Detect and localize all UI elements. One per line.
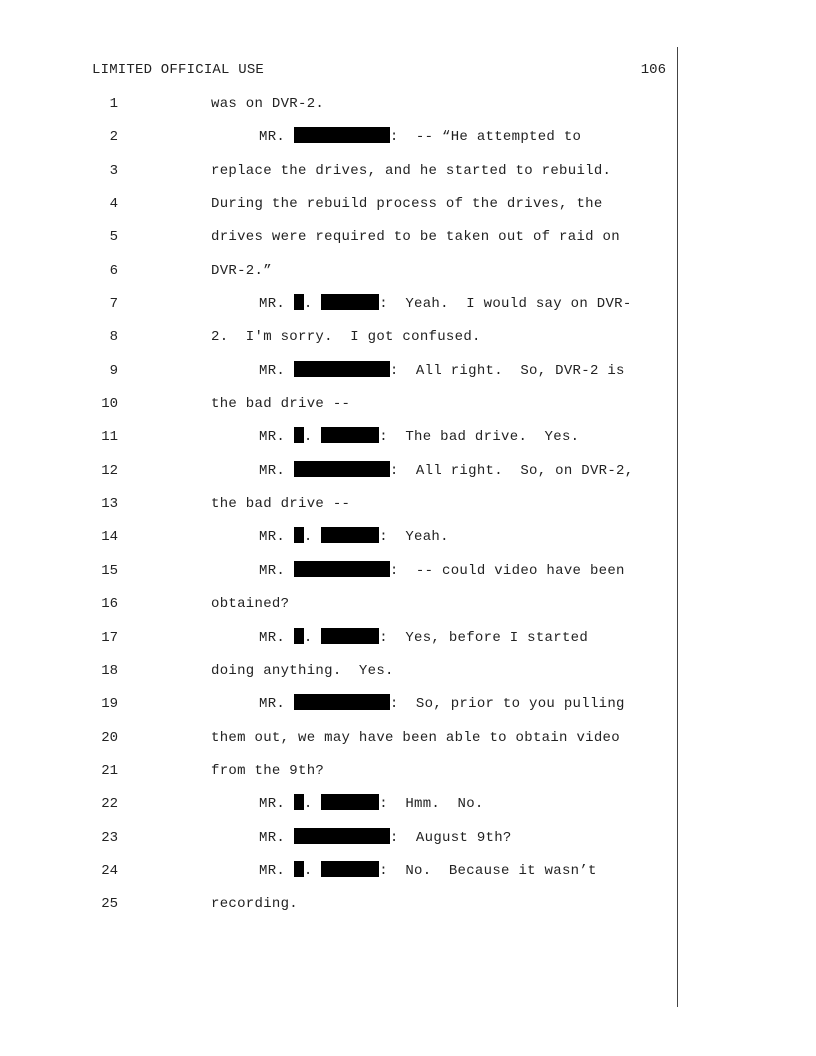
line-number: 2 xyxy=(109,129,118,146)
line-text: was on DVR-2. xyxy=(211,96,325,112)
speaker-turn xyxy=(259,794,484,814)
speaker-mid: . xyxy=(303,529,322,546)
line-text: doing anything. Yes. xyxy=(211,662,394,679)
line-text: DVR-2.” xyxy=(211,262,272,279)
redaction-block xyxy=(321,527,379,543)
line-text: the bad drive -- xyxy=(211,396,351,413)
transcript-line xyxy=(0,94,816,127)
speaker-prefix: MR. xyxy=(259,562,294,579)
redaction-block xyxy=(294,361,390,377)
speaker-turn xyxy=(259,527,449,547)
transcript-lines xyxy=(0,94,816,928)
transcript-line xyxy=(0,794,816,827)
speaker-prefix: MR. xyxy=(259,462,294,479)
line-number: 14 xyxy=(101,529,118,546)
line-number: 15 xyxy=(101,562,118,579)
redaction-block xyxy=(294,828,390,844)
speaker-prefix: MR. xyxy=(259,796,294,813)
line-number: 8 xyxy=(109,329,118,346)
redaction-block xyxy=(294,127,390,143)
transcript-line xyxy=(0,661,816,694)
speaker-prefix: MR. xyxy=(259,362,294,379)
redaction-block xyxy=(321,794,379,810)
redaction-block xyxy=(294,527,304,543)
line-number: 16 xyxy=(101,596,118,613)
speaker-mid: . xyxy=(303,862,322,879)
transcript-line xyxy=(0,694,816,727)
transcript-line xyxy=(0,894,816,927)
line-text: : -- “He attempted to xyxy=(389,129,582,146)
line-text: : No. Because it wasn’t xyxy=(379,862,597,879)
line-text: : All right. So, DVR-2 is xyxy=(389,362,625,379)
redaction-block xyxy=(321,427,379,443)
line-number: 9 xyxy=(109,362,118,379)
transcript-line xyxy=(0,294,816,327)
transcript-line xyxy=(0,861,816,894)
redaction-block xyxy=(294,794,304,810)
redaction-block xyxy=(321,861,379,877)
line-number: 11 xyxy=(101,429,118,446)
speaker-turn xyxy=(259,294,632,314)
speaker-prefix: MR. xyxy=(259,862,294,879)
transcript-line xyxy=(0,261,816,294)
speaker-turn xyxy=(259,561,625,581)
speaker-prefix: MR. xyxy=(259,296,294,313)
redaction-block xyxy=(294,294,304,310)
line-text: the bad drive -- xyxy=(211,496,351,513)
speaker-prefix: MR. xyxy=(259,629,294,646)
speaker-turn xyxy=(259,127,581,147)
transcript-line xyxy=(0,461,816,494)
line-text: 2. I'm sorry. I got confused. xyxy=(211,329,481,346)
line-number: 1 xyxy=(109,96,118,112)
transcript-line xyxy=(0,828,816,861)
line-text: : Hmm. No. xyxy=(379,796,484,813)
line-text: : August 9th? xyxy=(389,829,512,846)
transcript-line xyxy=(0,327,816,360)
transcript-line xyxy=(0,527,816,560)
speaker-turn xyxy=(259,361,625,381)
line-text: from the 9th? xyxy=(211,762,325,779)
line-text: : Yeah. I would say on DVR- xyxy=(379,296,632,313)
line-number: 10 xyxy=(101,396,118,413)
redaction-block xyxy=(294,427,304,443)
line-text: : Yes, before I started xyxy=(379,629,589,646)
transcript-line xyxy=(0,127,816,160)
transcript-line xyxy=(0,394,816,427)
line-text: : -- could video have been xyxy=(389,562,625,579)
line-number: 22 xyxy=(101,796,118,813)
transcript-line xyxy=(0,361,816,394)
line-number: 24 xyxy=(101,862,118,879)
line-number: 4 xyxy=(109,196,118,213)
line-text: : All right. So, on DVR-2, xyxy=(389,462,634,479)
line-text: : The bad drive. Yes. xyxy=(379,429,580,446)
speaker-mid: . xyxy=(303,296,322,313)
speaker-mid: . xyxy=(303,629,322,646)
line-number: 12 xyxy=(101,462,118,479)
line-text: recording. xyxy=(211,896,299,913)
speaker-prefix: MR. xyxy=(259,129,294,146)
line-number: 13 xyxy=(101,496,118,513)
line-text: : Yeah. xyxy=(379,529,449,546)
redaction-block xyxy=(294,628,304,644)
classification-header: LIMITED OFFICIAL USE xyxy=(92,62,265,78)
speaker-turn xyxy=(259,828,512,848)
line-number: 21 xyxy=(101,762,118,779)
transcript-line xyxy=(0,494,816,527)
speaker-turn xyxy=(259,861,597,881)
line-text: obtained? xyxy=(211,596,290,613)
speaker-turn xyxy=(259,461,633,481)
line-number: 20 xyxy=(101,729,118,746)
redaction-block xyxy=(294,461,390,477)
speaker-prefix: MR. xyxy=(259,696,294,713)
transcript-line xyxy=(0,194,816,227)
speaker-prefix: MR. xyxy=(259,529,294,546)
line-text: them out, we may have been able to obtain video xyxy=(211,729,620,746)
line-number: 5 xyxy=(109,229,118,246)
line-number: 23 xyxy=(101,829,118,846)
speaker-turn xyxy=(259,427,579,447)
line-number: 7 xyxy=(109,296,118,313)
redaction-block xyxy=(294,861,304,877)
line-number: 17 xyxy=(101,629,118,646)
line-number: 18 xyxy=(101,662,118,679)
line-text: During the rebuild process of the drives, the xyxy=(211,196,603,213)
transcript-line xyxy=(0,227,816,260)
speaker-turn xyxy=(259,694,625,714)
speaker-mid: . xyxy=(303,429,322,446)
redaction-block xyxy=(294,561,390,577)
line-number: 3 xyxy=(109,162,118,179)
redaction-block xyxy=(321,628,379,644)
line-number: 6 xyxy=(109,262,118,279)
line-text: drives were required to be taken out of raid on xyxy=(211,229,620,246)
speaker-prefix: MR. xyxy=(259,829,294,846)
speaker-prefix: MR. xyxy=(259,429,294,446)
transcript-line xyxy=(0,161,816,194)
line-number: 25 xyxy=(101,896,118,913)
speaker-turn xyxy=(259,628,588,648)
line-number: 19 xyxy=(101,696,118,713)
transcript-line xyxy=(0,561,816,594)
transcript-line xyxy=(0,761,816,794)
redaction-block xyxy=(321,294,379,310)
transcript-line xyxy=(0,628,816,661)
page-number: 106 xyxy=(640,62,666,78)
transcript-line xyxy=(0,427,816,460)
transcript-line xyxy=(0,594,816,627)
redaction-block xyxy=(294,694,390,710)
line-text: : So, prior to you pulling xyxy=(389,696,625,713)
speaker-mid: . xyxy=(303,796,322,813)
transcript-line xyxy=(0,728,816,761)
line-text: replace the drives, and he started to rebuild. xyxy=(211,162,612,179)
